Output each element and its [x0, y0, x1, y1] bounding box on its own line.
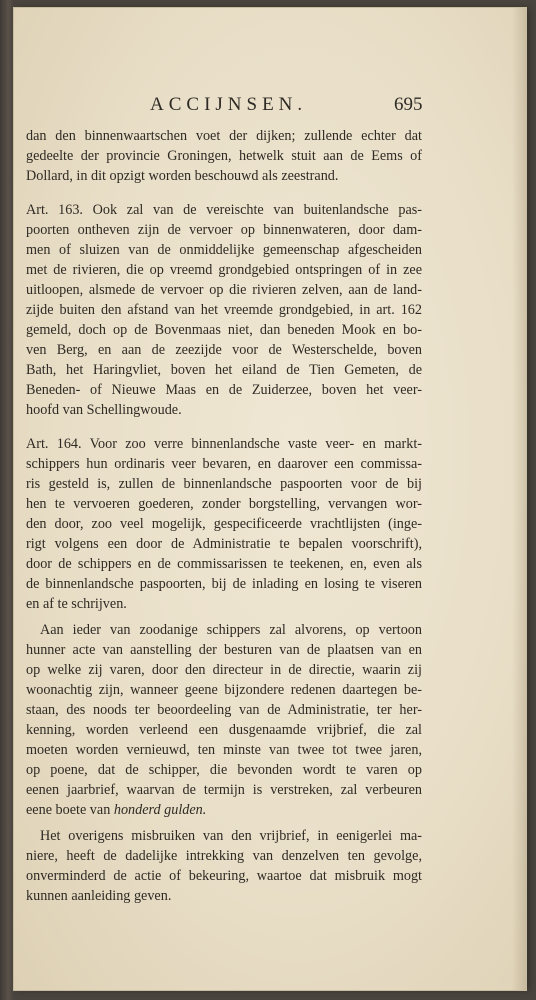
text-line: staan, des noods ter beoordeeling van de Administratie, ter her-: [26, 702, 422, 718]
text-line: ven Berg, en aan de zeezijde voor de Westerschelde, boven: [26, 342, 422, 358]
text-line: en af te schrijven.: [26, 596, 127, 612]
text-line: uitloopen, alsmede de vervoer op die rivieren zelven, aan de land-: [26, 282, 422, 298]
text-line: woonachtig zijn, wanneer geene bijzondere redenen daartegen be-: [26, 682, 422, 698]
text-line: gemeld, doch op de Bovenmaas niet, dan beneden Mook en bo-: [26, 322, 422, 338]
text-line: met de rivieren, die op vreemd grondgebied ontspringen of in zee: [26, 262, 422, 278]
text-line: hen te vervoeren goederen, zonder borgstelling, vervangen wor-: [26, 496, 422, 512]
text-segment: eene boete van: [26, 802, 114, 818]
text-line: dan den binnenwaartschen voet der dijken; zullende echter dat: [26, 128, 422, 144]
text-line: eenen jaarbrief, waarvan de termijn is verstreken, zal verbeuren: [26, 782, 422, 798]
text-line: moeten worden vernieuwd, ten minste van twee tot twee jaren,: [26, 742, 422, 758]
text-line: Aan ieder van zoodanige schippers zal alvorens, op vertoon: [40, 622, 422, 638]
text-line: rigt volgens een door de Administratie te bepalen voorschrift),: [26, 536, 422, 552]
body-text: [26, 126, 422, 906]
text-line: kenning, worden verleend een dusgenaamde vrijbrief, die zal: [26, 722, 422, 738]
text-line: zijde buiten den afstand van het vreemde grondgebied, in art. 162: [26, 302, 422, 318]
text-line: hoofd van Schellingwoude.: [26, 402, 182, 418]
text-line: Art. 164. Voor zoo verre binnenlandsche vaste veer- en markt-: [26, 436, 422, 452]
text-line: ris gesteld is, zullen de binnenlandsche paspoorten voor de bij: [26, 476, 422, 492]
paragraph-continuation: [26, 126, 422, 186]
text-line: hunner acte van aanstelling der besturen van de plaatsen van en: [26, 642, 422, 658]
text-line: kunnen aanleiding geven.: [26, 888, 172, 904]
paragraph-art-163: [26, 200, 422, 420]
text-line: [26, 800, 422, 820]
text-line: Art. 163. Ook zal van de vereischte van buitenlandsche pas-: [26, 202, 422, 218]
text-line: Bath, het Haringvliet, boven het eiland de Tien Gemeten, de: [26, 362, 422, 378]
text-line: de binnenlandsche paspoorten, bij de inlading en losing te viseren: [26, 576, 422, 592]
paragraph-art-164: [26, 434, 422, 614]
page-number: 695: [394, 94, 423, 115]
fine-amount: honderd gulden.: [113, 802, 207, 818]
paragraph-vrijbrief: [26, 620, 422, 820]
paragraph-misbruik: [26, 826, 422, 906]
page-header: [14, 94, 526, 124]
text-line: door de schippers en de commissarissen te teekenen, en, even als: [26, 556, 422, 572]
running-head: ACCIJNSEN.: [150, 94, 308, 115]
text-line: gedeelte der provincie Groningen, hetwelk stuit aan de Eems of: [26, 148, 422, 164]
text-line: op poene, dat de schipper, die bevonden wordt te varen op: [26, 762, 422, 778]
text-line: onverminderd de actie of bekeuring, waartoe dat misbruik mogt: [26, 868, 422, 884]
text-line: poorten ontheven zijn de vervoer op binnenwateren, door dam-: [26, 222, 422, 238]
text-line: den door, zoo veel mogelijk, gespecificeerde vrachtlijsten (inge-: [26, 516, 422, 532]
book-page: [14, 8, 526, 990]
text-line: Dollard, in dit opzigt worden beschouwd als zeestrand.: [26, 168, 339, 184]
text-line: niere, heeft de dadelijke intrekking van denzelven ten gevolge,: [26, 848, 422, 864]
text-line: Beneden- of Nieuwe Maas en de Zuiderzee, boven het veer-: [26, 382, 422, 398]
text-line: men of sluizen van de onmiddelijke gemeenschap afgescheiden: [26, 242, 422, 258]
text-line: op welke zij varen, door den directeur in de directie, waarin zij: [26, 662, 422, 678]
text-line: Het overigens misbruiken van den vrijbrief, in eenigerlei ma-: [40, 828, 422, 844]
text-line: schippers hun ordinaris veer bevaren, en daarover een commissa-: [26, 456, 422, 472]
